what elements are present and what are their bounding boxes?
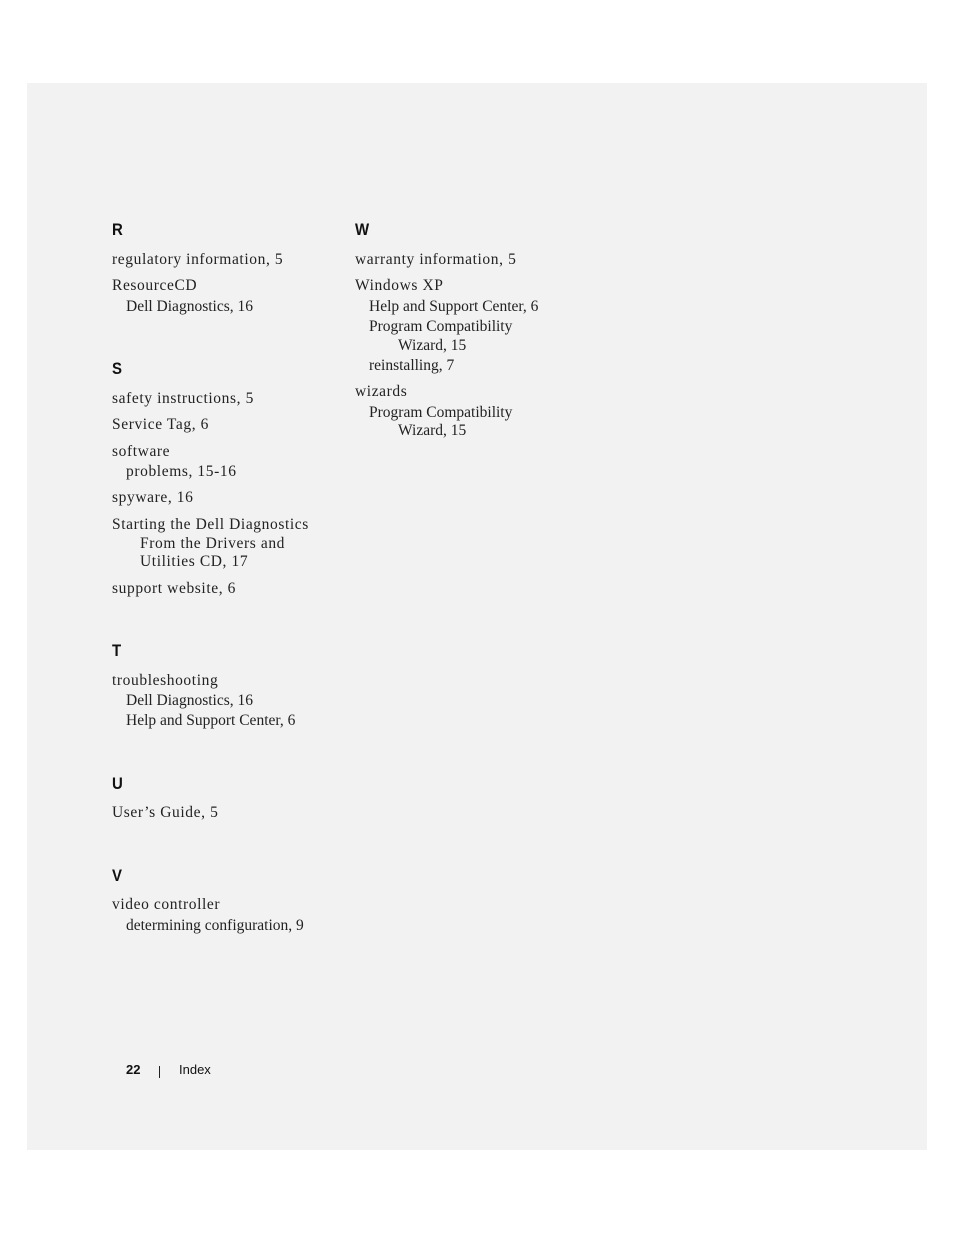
index-letter-u: U — [112, 774, 123, 793]
index-entry: Service Tag, 6 — [112, 416, 209, 433]
index-entry: troubleshooting — [112, 672, 219, 689]
index-entry: Starting the Dell Diagnostics — [112, 516, 309, 533]
index-entry: ResourceCD — [112, 277, 198, 294]
index-entry-continuation: Utilities CD, 17 — [140, 553, 249, 570]
index-entry: User’s Guide, 5 — [112, 804, 219, 821]
footer-divider — [159, 1066, 160, 1078]
page-number: 22 — [126, 1062, 141, 1077]
index-letter-w: W — [355, 220, 370, 239]
index-letter-r: R — [112, 220, 123, 239]
index-entry: safety instructions, 5 — [112, 390, 254, 407]
index-subentry: Help and Support Center, 6 — [369, 298, 539, 315]
index-letter-t: T — [112, 641, 122, 660]
index-letter-v: V — [112, 866, 122, 885]
page-background — [27, 83, 927, 1150]
index-subentry-continuation: Wizard, 15 — [398, 337, 467, 354]
index-entry: warranty information, 5 — [355, 251, 517, 268]
index-subentry: Dell Diagnostics, 16 — [126, 298, 253, 315]
index-subentry: Dell Diagnostics, 16 — [126, 692, 253, 709]
index-entry: spyware, 16 — [112, 489, 194, 506]
index-subentry: determining configuration, 9 — [126, 917, 304, 934]
index-entry: Windows XP — [355, 277, 444, 294]
index-entry: wizards — [355, 383, 408, 400]
index-subentry: problems, 15-16 — [126, 463, 237, 480]
index-subentry: Help and Support Center, 6 — [126, 712, 296, 729]
index-entry: regulatory information, 5 — [112, 251, 284, 268]
index-subentry: reinstalling, 7 — [369, 357, 455, 374]
footer-section-title: Index — [179, 1062, 211, 1077]
index-entry: software — [112, 443, 171, 460]
index-letter-s: S — [112, 359, 122, 378]
index-entry: support website, 6 — [112, 580, 237, 597]
index-entry: video controller — [112, 896, 221, 913]
index-entry-continuation: From the Drivers and — [140, 535, 286, 552]
index-subentry: Program Compatibility — [369, 404, 513, 421]
index-subentry: Program Compatibility — [369, 318, 513, 335]
index-subentry-continuation: Wizard, 15 — [398, 422, 467, 439]
